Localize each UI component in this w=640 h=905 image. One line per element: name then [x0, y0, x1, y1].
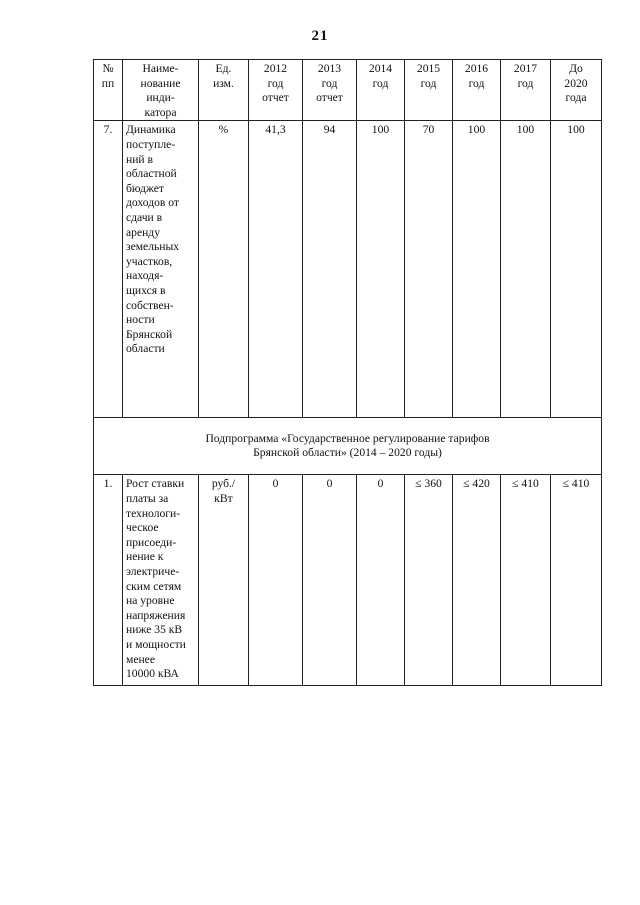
header-2014: 2014 год: [357, 60, 405, 121]
value-2014: 100: [357, 121, 405, 418]
indicator-name: Динамика поступле- ний в областной бюджет доходов от сдачи в аренду земельных участков, находя- щихся в собствен- ности Брянской области: [123, 121, 199, 418]
header-2017: 2017 год: [501, 60, 551, 121]
value-2020: 100: [551, 121, 602, 418]
header-2015: 2015 год: [405, 60, 453, 121]
header-unit: Ед. изм.: [199, 60, 249, 121]
value-2016: ≤ 420: [453, 475, 501, 686]
header-2016: 2016 год: [453, 60, 501, 121]
indicator-name: Рост ставки платы за технологи- ческое присоеди- нение к электриче- ским сетям на уровне напряжения ниже 35 кВ и мощности менее 10000 кВА: [123, 475, 199, 686]
value-2013: 0: [303, 475, 357, 686]
subprogram-row: [94, 418, 602, 475]
row-number: 1.: [94, 475, 123, 686]
value-2016: 100: [453, 121, 501, 418]
table-row: [94, 475, 602, 686]
value-2017: ≤ 410: [501, 475, 551, 686]
unit-cell: руб./ кВт: [199, 475, 249, 686]
value-2015: 70: [405, 121, 453, 418]
row-number: 7.: [94, 121, 123, 418]
unit-cell: %: [199, 121, 249, 418]
page-number: 21: [311, 28, 329, 44]
value-2020: ≤ 410: [551, 475, 602, 686]
subprogram-title: Подпрограмма «Государственное регулирование тарифов Брянской области» (2014 – 2020 годы): [94, 418, 602, 475]
header-2012: 2012 год отчет: [249, 60, 303, 121]
value-2012: 41,3: [249, 121, 303, 418]
header-row: [94, 60, 602, 121]
header-indicator-name: Наиме- нование инди- катора: [123, 60, 199, 121]
header-2020: До 2020 года: [551, 60, 602, 121]
value-2017: 100: [501, 121, 551, 418]
value-2012: 0: [249, 475, 303, 686]
header-number: № пп: [94, 60, 123, 121]
table-row: [94, 121, 602, 418]
value-2013: 94: [303, 121, 357, 418]
value-2014: 0: [357, 475, 405, 686]
value-2015: ≤ 360: [405, 475, 453, 686]
indicator-table: [93, 59, 602, 686]
header-2013: 2013 год отчет: [303, 60, 357, 121]
